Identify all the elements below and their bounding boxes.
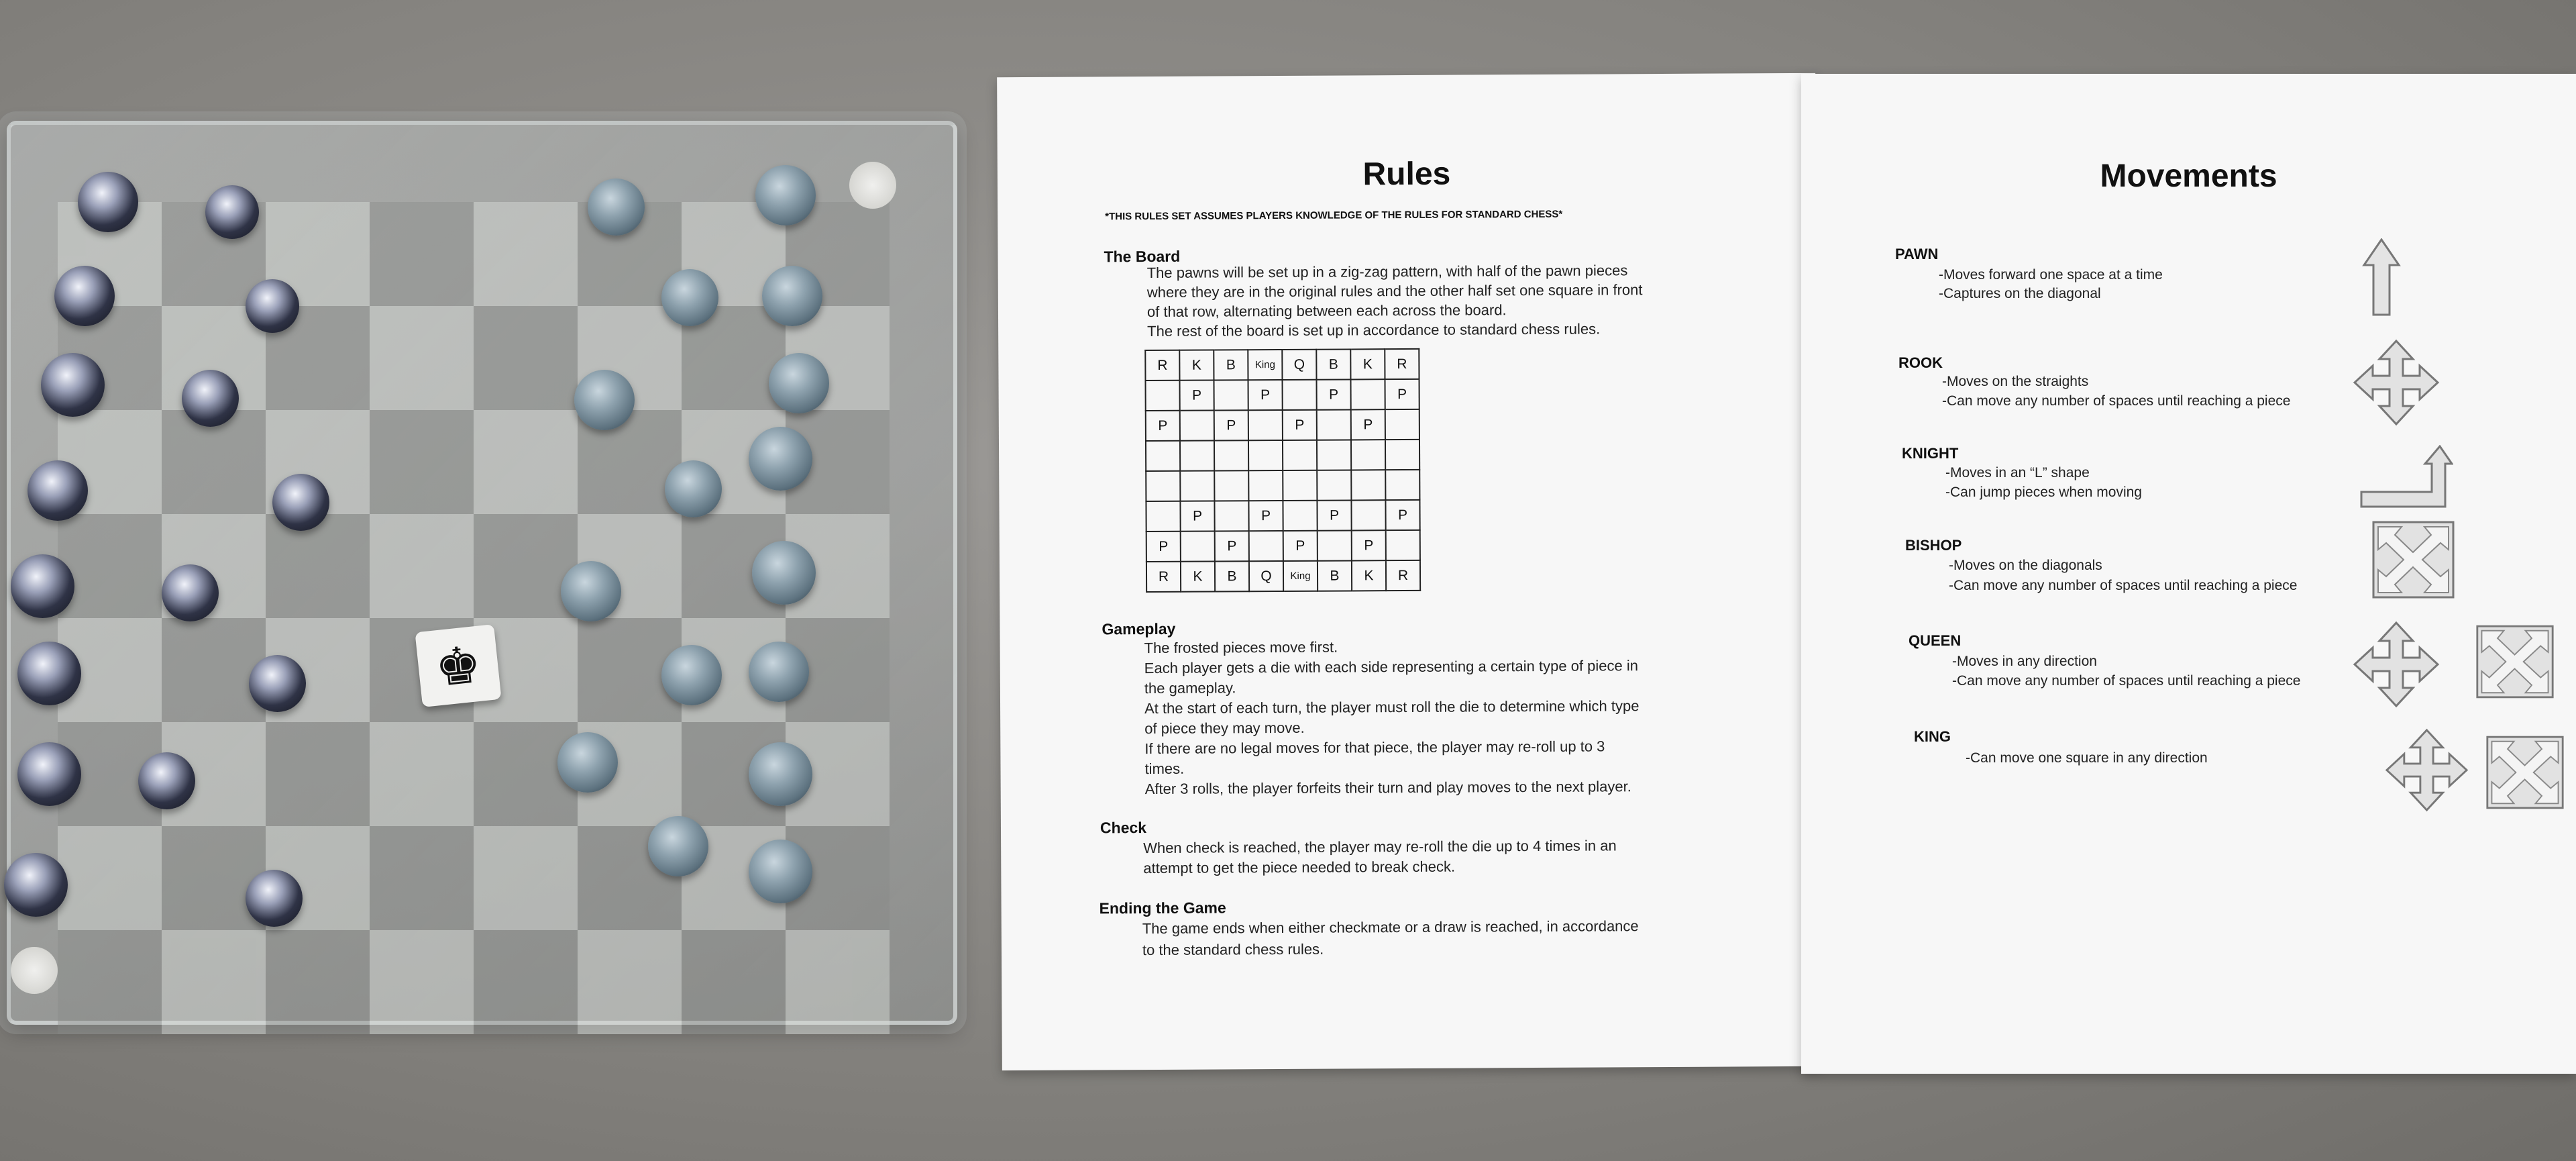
setup-cell: P	[1180, 381, 1214, 411]
setup-cell	[1146, 381, 1180, 411]
diagonal-arrows-icon	[2475, 624, 2555, 699]
setup-row	[1146, 440, 1419, 471]
check-line: When check is reached, the player may re-roll the die up to 4 times in an	[1143, 837, 1617, 857]
queen-line: -Can move any number of spaces until reaching a piece	[1952, 673, 2301, 689]
setup-cell: K	[1352, 560, 1386, 591]
rook-heading: ROOK	[1898, 354, 1943, 371]
setup-cell	[1214, 470, 1248, 501]
setup-cell	[1248, 470, 1283, 501]
board-square[interactable]	[370, 410, 474, 514]
frosted-chess-piece[interactable]	[749, 742, 812, 806]
frosted-chess-piece[interactable]	[749, 427, 812, 491]
board-square[interactable]	[162, 618, 266, 722]
four-way-arrow-icon	[2353, 621, 2440, 708]
board-square[interactable]	[474, 826, 578, 930]
setup-cell: R	[1385, 349, 1419, 379]
board-square[interactable]	[682, 930, 786, 1034]
bishop-heading: BISHOP	[1905, 537, 1962, 554]
setup-cell: K	[1350, 349, 1385, 379]
setup-cell: R	[1146, 562, 1181, 592]
check-heading: Check	[1099, 819, 1147, 837]
board-square[interactable]	[162, 930, 266, 1034]
frosted-chess-piece[interactable]	[588, 179, 645, 236]
rules-title: Rules	[1362, 156, 1451, 193]
frosted-chess-piece[interactable]	[762, 266, 822, 326]
black-chess-piece[interactable]	[272, 474, 329, 531]
setup-cell: K	[1179, 350, 1214, 381]
gameplay-line: The frosted pieces move first.	[1144, 638, 1338, 657]
rules-assumption-note: *THIS RULES SET ASSUMES PLAYERS KNOWLEDGE OF THE RULES FOR STANDARD CHESS*	[1105, 208, 1563, 223]
frosted-chess-piece[interactable]	[574, 370, 635, 430]
ending-line: The game ends when either checkmate or a draw is reached, in accordance	[1142, 917, 1639, 938]
setup-cell	[1386, 530, 1420, 560]
setup-row	[1146, 500, 1419, 532]
frosted-chess-piece[interactable]	[749, 840, 812, 903]
ending-line: to the standard chess rules.	[1142, 940, 1324, 959]
black-chess-piece[interactable]	[17, 742, 81, 806]
setup-cell	[1318, 530, 1352, 560]
board-bumper	[11, 947, 58, 994]
frosted-chess-piece[interactable]	[769, 353, 829, 413]
queen-line: -Moves in any direction	[1952, 654, 2097, 669]
gameplay-heading: Gameplay	[1102, 619, 1176, 638]
frosted-chess-piece[interactable]	[661, 645, 722, 705]
board-square[interactable]	[266, 514, 370, 618]
setup-cell	[1385, 440, 1419, 470]
black-chess-piece[interactable]	[246, 870, 303, 927]
setup-cell	[1351, 500, 1385, 530]
board-line: of that row, alternating between each across the board.	[1146, 301, 1507, 321]
pawn-line: -Moves forward one space at a time	[1939, 267, 2163, 283]
setup-cell	[1214, 380, 1248, 410]
black-chess-piece[interactable]	[28, 460, 88, 521]
gameplay-line: At the start of each turn, the player must roll the die to determine which type	[1144, 697, 1640, 717]
setup-cell	[1180, 441, 1214, 471]
frosted-chess-piece[interactable]	[661, 269, 718, 326]
black-chess-piece[interactable]	[246, 279, 299, 333]
gameplay-line: of piece they may move.	[1144, 719, 1305, 738]
black-chess-piece[interactable]	[162, 564, 219, 621]
setup-table	[1144, 348, 1421, 593]
gameplay-line: Each player gets a die with each side representing a certain type of piece in	[1144, 657, 1639, 677]
setup-cell	[1317, 409, 1351, 440]
setup-row	[1146, 560, 1420, 592]
board-square[interactable]	[58, 826, 162, 930]
diagonal-arrows-icon	[2371, 520, 2455, 599]
setup-cell: King	[1248, 350, 1282, 380]
board-square[interactable]	[266, 722, 370, 826]
black-chess-piece[interactable]	[54, 266, 115, 326]
setup-row	[1146, 409, 1419, 441]
setup-cell: K	[1181, 562, 1215, 592]
setup-cell	[1283, 501, 1317, 531]
black-chess-piece[interactable]	[138, 752, 195, 809]
board-square[interactable]	[370, 202, 474, 306]
setup-cell	[1385, 409, 1419, 440]
board-square[interactable]	[370, 722, 474, 826]
board-square[interactable]	[370, 930, 474, 1034]
setup-cell: P	[1385, 500, 1419, 530]
black-chess-piece[interactable]	[17, 642, 81, 705]
board-square[interactable]	[474, 930, 578, 1034]
gameplay-line: the gameplay.	[1144, 679, 1236, 697]
king-line: -Can move one square in any direction	[1966, 750, 2208, 766]
setup-cell: P	[1215, 531, 1249, 561]
gameplay-line: times.	[1144, 760, 1185, 778]
board-square[interactable]	[266, 930, 370, 1034]
pawn-line: -Captures on the diagonal	[1939, 286, 2101, 301]
setup-cell	[1146, 471, 1180, 501]
setup-cell: R	[1145, 350, 1179, 381]
setup-cell: B	[1316, 349, 1350, 379]
black-chess-piece[interactable]	[11, 554, 74, 618]
four-way-arrow-icon	[2353, 339, 2440, 426]
board-line: The pawns will be set up in a zig-zag pattern, with half of the pawn pieces	[1146, 262, 1628, 282]
board-square[interactable]	[58, 514, 162, 618]
setup-cell	[1248, 410, 1283, 440]
setup-cell: P	[1283, 410, 1317, 440]
black-chess-piece[interactable]	[78, 172, 138, 232]
knight-heading: KNIGHT	[1902, 445, 1959, 462]
black-chess-piece[interactable]	[249, 655, 306, 712]
black-chess-piece[interactable]	[4, 853, 68, 917]
setup-cell	[1214, 440, 1248, 470]
setup-cell: King	[1283, 561, 1318, 591]
setup-cell: P	[1317, 500, 1351, 530]
check-line: attempt to get the piece needed to break check.	[1143, 858, 1456, 877]
gameplay-line: After 3 rolls, the player forfeits their turn and play moves to the next player.	[1144, 778, 1631, 798]
setup-cell: P	[1248, 501, 1283, 531]
board-square[interactable]	[474, 514, 578, 618]
setup-cell: Q	[1249, 561, 1283, 591]
ending-heading: Ending the Game	[1099, 899, 1226, 917]
setup-cell	[1214, 501, 1248, 531]
diagonal-arrows-icon	[2485, 735, 2565, 810]
setup-cell: B	[1318, 560, 1352, 591]
frosted-chess-piece[interactable]	[749, 642, 809, 702]
bishop-line: -Can move any number of spaces until reaching a piece	[1949, 578, 2298, 593]
movements-sheet	[1801, 74, 2576, 1074]
setup-cell: B	[1214, 350, 1248, 380]
gameplay-line: If there are no legal moves for that piece, the player may re-roll up to 3	[1144, 738, 1605, 758]
setup-row	[1146, 470, 1419, 501]
setup-cell	[1283, 470, 1317, 501]
board-square[interactable]	[370, 306, 474, 410]
four-way-arrow-icon	[2385, 728, 2469, 812]
movements-title: Movements	[2100, 158, 2277, 194]
board-bumper	[849, 162, 896, 209]
black-chess-piece[interactable]	[182, 370, 239, 427]
frosted-chess-piece[interactable]	[665, 460, 722, 517]
setup-cell	[1351, 470, 1385, 500]
setup-cell: B	[1215, 561, 1249, 591]
setup-cell	[1181, 532, 1215, 562]
knight-line: -Can jump pieces when moving	[1945, 485, 2142, 500]
setup-cell: P	[1351, 409, 1385, 440]
board-line: where they are in the original rules and the other half set one square in front	[1146, 281, 1643, 301]
setup-cell	[1180, 471, 1214, 501]
setup-cell: Q	[1282, 350, 1316, 380]
setup-cell: P	[1316, 379, 1350, 409]
chess-board	[7, 121, 957, 1025]
black-chess-piece[interactable]	[41, 353, 105, 417]
bishop-line: -Moves on the diagonals	[1949, 558, 2102, 573]
setup-cell	[1317, 470, 1351, 500]
setup-cell	[1249, 531, 1283, 561]
setup-cell	[1248, 440, 1283, 470]
setup-cell	[1317, 440, 1351, 470]
setup-cell	[1350, 379, 1385, 409]
frosted-chess-piece[interactable]	[557, 732, 618, 793]
board-square[interactable]	[370, 826, 474, 930]
king-die-face-icon: ♚	[432, 634, 484, 698]
board-square[interactable]	[474, 306, 578, 410]
board-square[interactable]	[786, 930, 890, 1034]
frosted-chess-piece[interactable]	[561, 561, 621, 621]
setup-cell: P	[1146, 532, 1181, 562]
setup-cell: P	[1248, 380, 1283, 410]
setup-cell	[1283, 440, 1317, 470]
rules-sheet	[997, 73, 1821, 1070]
setup-cell: P	[1283, 531, 1318, 561]
setup-row	[1145, 349, 1419, 381]
setup-cell	[1180, 411, 1214, 441]
king-heading: KING	[1914, 728, 1951, 745]
pawn-heading: PAWN	[1895, 246, 1939, 262]
knight-line: -Moves in an “L” shape	[1945, 465, 2090, 481]
setup-cell: P	[1146, 411, 1180, 441]
setup-cell: P	[1214, 410, 1248, 440]
black-chess-piece[interactable]	[205, 185, 259, 239]
piece-die[interactable]	[415, 624, 501, 707]
setup-cell: P	[1352, 530, 1386, 560]
arrow-up-icon	[2361, 238, 2402, 317]
board-heading: The Board	[1104, 247, 1181, 266]
board-square[interactable]	[370, 514, 474, 618]
setup-cell	[1146, 441, 1180, 471]
queen-heading: QUEEN	[1909, 632, 1962, 649]
frosted-chess-piece[interactable]	[648, 816, 708, 876]
setup-cell	[1351, 440, 1385, 470]
rook-line: -Moves on the straights	[1942, 374, 2089, 389]
setup-cell: P	[1385, 379, 1419, 409]
setup-cell: R	[1386, 560, 1420, 591]
l-shape-arrow-icon	[2359, 445, 2453, 509]
setup-row	[1146, 530, 1420, 562]
setup-cell	[1282, 380, 1316, 410]
rook-line: -Can move any number of spaces until reaching a piece	[1942, 393, 2291, 409]
board-square[interactable]	[58, 930, 162, 1034]
frosted-chess-piece[interactable]	[752, 541, 816, 605]
board-square[interactable]	[474, 202, 578, 306]
setup-cell: P	[1180, 501, 1214, 532]
setup-cell	[1385, 470, 1419, 500]
board-square[interactable]	[474, 410, 578, 514]
board-line: The rest of the board is set up in accordance to standard chess rules.	[1147, 320, 1601, 340]
board-square[interactable]	[578, 930, 682, 1034]
setup-row	[1146, 379, 1419, 411]
setup-cell	[1146, 501, 1180, 532]
frosted-chess-piece[interactable]	[755, 165, 816, 225]
